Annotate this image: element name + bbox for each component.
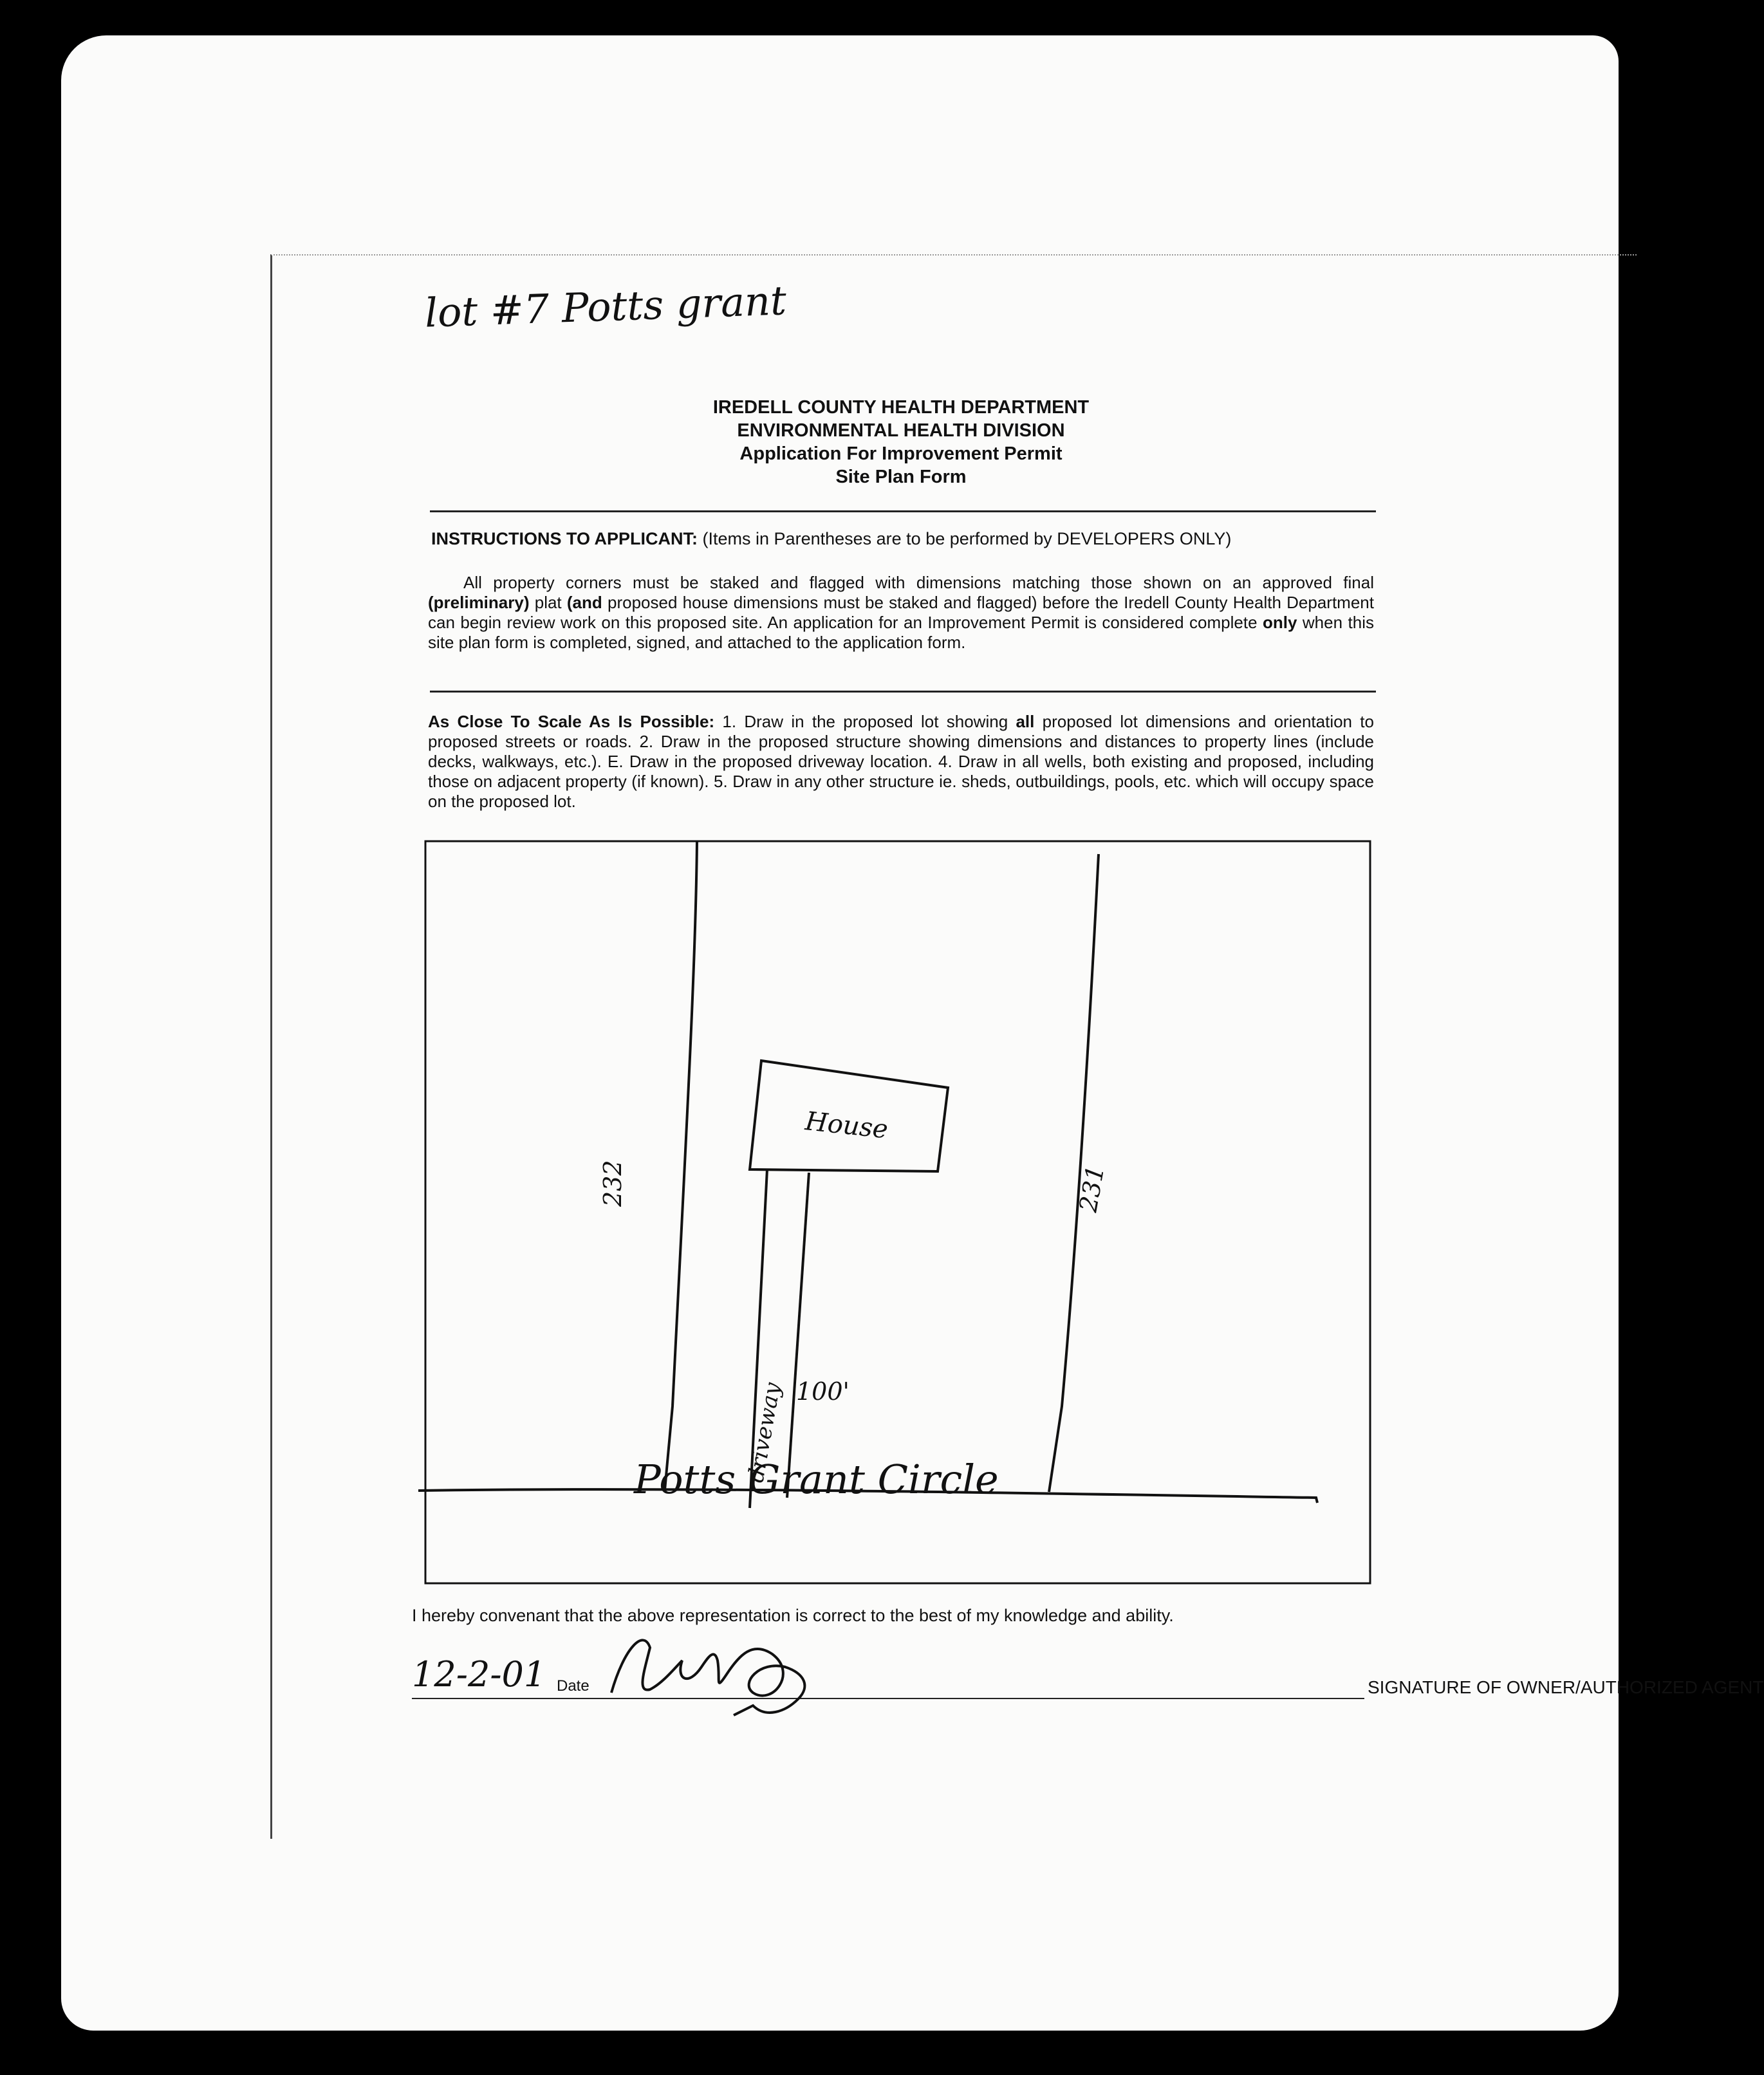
header-form-title: Site Plan Form	[835, 467, 967, 487]
scale-text-1: 1. Draw in the proposed lot showing	[714, 712, 1016, 731]
instructions-note: (Items in Parentheses are to be performed by DEVELOPERS ONLY)	[702, 529, 1232, 548]
driveway-label: driveway	[743, 1381, 786, 1485]
divider-middle	[430, 691, 1376, 693]
scale-instructions	[428, 712, 1374, 812]
scale-text-3: proposed lot dimensions and orientation to proposed streets or roads. 2. Draw in the proposed structure showing dimensions and distances to property lines (include decks, walkways, etc.). E. Draw in the proposed driveway location. 4. Draw in all wells, both existing and proposed, including those on adjacent property (if known). 5. Draw in any other structure ie. sheds, outbuildings, pools, etc. which will occupy space on the proposed lot.	[428, 712, 1374, 811]
header-department: IREDELL COUNTY HEALTH DEPARTMENT	[712, 397, 1090, 418]
site-plan-sketch	[415, 840, 1374, 1593]
left-property-line	[665, 841, 697, 1490]
scale-text-2: all	[1016, 712, 1035, 731]
form-header	[579, 396, 1223, 489]
instructions-text-2: (preliminary)	[428, 593, 530, 612]
street-name-label: Potts Grant Circle	[634, 1456, 999, 1503]
driveway-right-edge	[787, 1173, 809, 1498]
handwritten-date: 12-2-01	[412, 1654, 546, 1695]
date-label: Date	[557, 1677, 590, 1695]
handwritten-lot-note: lot #7 Potts grant	[423, 277, 788, 337]
scale-lead: As Close To Scale As Is Possible:	[428, 712, 715, 731]
instructions-text-1: All property corners must be staked and flagged with dimensions matching those shown on an approved final	[463, 573, 1374, 592]
instructions-text-4: (and	[566, 593, 602, 612]
signature-label: SIGNATURE OF OWNER/AUTHORIZED AGENT	[1368, 1677, 1764, 1697]
frontage-label: 100'	[796, 1377, 850, 1406]
header-division: ENVIRONMENTAL HEALTH DIVISION	[737, 420, 1065, 441]
signature-row	[412, 1635, 1764, 1731]
divider-top	[430, 510, 1376, 512]
signature-scribble	[605, 1622, 824, 1718]
instructions-text-7: when this site plan form is completed, signed, and attached to the application form.	[428, 613, 1374, 652]
header-application: Application For Improvement Permit	[739, 443, 1063, 464]
left-dimension-label: 232	[599, 1160, 627, 1207]
house-label: House	[803, 1106, 889, 1145]
signature-underline	[412, 1698, 1364, 1699]
instructions-paragraph	[428, 573, 1374, 653]
certification-statement: I hereby convenant that the above representation is correct to the best of my knowledge and ability.	[412, 1606, 1174, 1625]
instructions-heading	[431, 529, 1384, 549]
instructions-title: INSTRUCTIONS TO APPLICANT:	[431, 529, 698, 548]
instructions-text-3: plat	[529, 593, 567, 612]
instructions-text-6: only	[1263, 613, 1297, 632]
right-dimension-label: 231	[1073, 1163, 1110, 1214]
instructions-text-5: proposed house dimensions must be staked and flagged) before the Iredell County Health Department can begin review work on this proposed site. An application for an Improvement Permit is considered complete	[428, 593, 1374, 632]
